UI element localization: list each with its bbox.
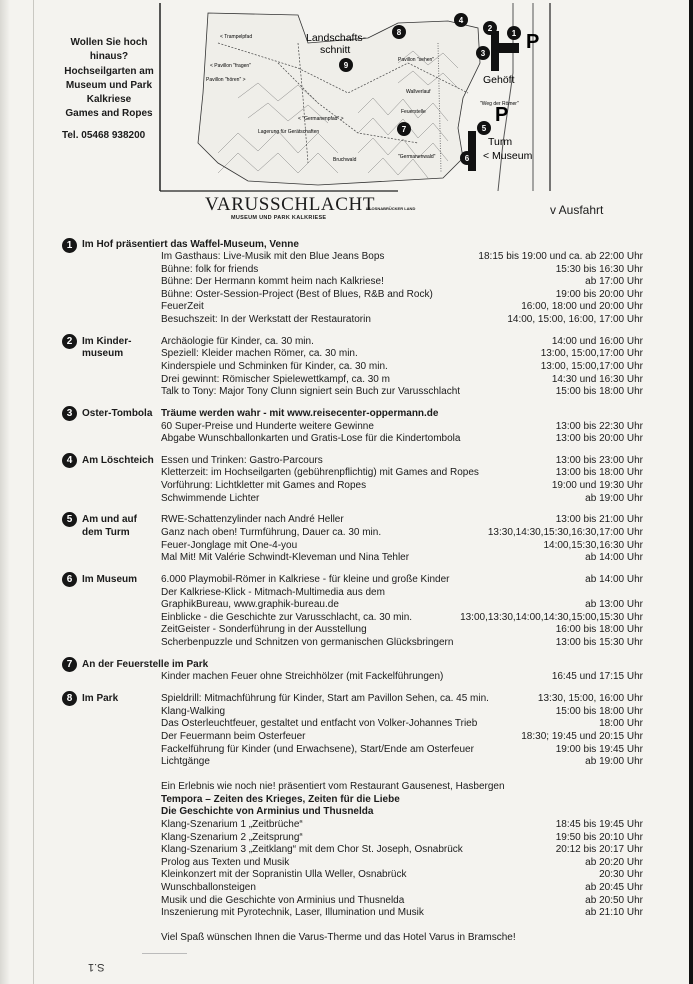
section-heading-cont: dem Turm <box>82 527 130 539</box>
program-section-6 <box>0 574 693 650</box>
program-title: Prolog aus Texten und Musik <box>161 856 290 868</box>
program-row <box>161 374 643 387</box>
program-row <box>161 731 643 744</box>
svg-text:2: 2 <box>487 24 493 33</box>
program-time: 18:30; 19:45 und 20:15 Uhr <box>521 730 643 742</box>
program-time: 16:00, 18:00 und 20:00 Uhr <box>521 301 643 313</box>
program-list <box>0 234 693 954</box>
program-title: 6.000 Playmobil-Römer in Kalkriese - für kleine und große Kinder <box>161 574 450 585</box>
program-title: Einblicke - die Geschichte zur Varusschlacht, ca. 30 min. <box>161 611 413 623</box>
program-time: 13:00 bis 21:00 Uhr <box>555 514 643 526</box>
program-time: 14:00, 15:00, 16:00, 17:00 Uhr <box>507 313 643 325</box>
program-title: Wunschballonsteigen <box>161 882 256 894</box>
program-time: 19:00 und 19:30 Uhr <box>551 480 643 492</box>
parking-sign-icon: P <box>526 31 540 53</box>
program-title: Feuer-Jonglage mit One-4-you <box>161 539 298 551</box>
svg-text:3: 3 <box>480 49 486 58</box>
program-title: Essen und Trinken: Gastro-Parcours <box>161 454 323 466</box>
closing-line <box>161 932 643 945</box>
number-badge-icon: 1 <box>62 238 77 253</box>
section-heading: Im Kinder- <box>82 335 132 347</box>
program-title: Im Gasthaus: Live-Musik mit den Blue Jeans Bops <box>161 251 385 262</box>
number-badge-icon: 5 <box>62 512 77 527</box>
map-label-lagerung: Lagerung für Gerätschaften <box>258 129 320 135</box>
program-time: 19:00 bis 19:45 Uhr <box>555 743 643 755</box>
page-number: S.1 <box>88 961 105 973</box>
program-row <box>161 756 643 769</box>
program-title: Archäologie für Kinder, ca. 30 min. <box>161 335 314 347</box>
program-row <box>161 587 643 600</box>
map-label-germanenwald: "Germanenwald" <box>398 154 436 160</box>
footer-divider <box>142 953 187 954</box>
promo-line: Museum und Park <box>65 79 153 91</box>
map-label-landschaft-2: schnitt <box>320 44 351 56</box>
program-rows <box>161 693 643 945</box>
program-section-3 <box>0 408 693 446</box>
program-row <box>161 706 643 719</box>
map-label-wallverlauf: Wallverlauf <box>406 89 431 95</box>
program-title: Mal Mit! Mit Valérie Schwindt-Kleveman und Nina Tehler <box>161 552 410 564</box>
section-heading: An der Feuerstelle im Park <box>82 658 209 670</box>
map-marker-3 <box>476 46 490 60</box>
program-time: 13:00, 15:00,17:00 Uhr <box>540 360 643 372</box>
program-row <box>161 794 643 807</box>
program-time: 13:00 bis 18:00 Uhr <box>555 467 643 479</box>
promo-line: Games and Ropes <box>65 108 153 120</box>
program-row <box>161 386 643 399</box>
program-time: 18:15 bis 19:00 und ca. ab 22:00 Uhr <box>478 251 643 262</box>
program-title: Musik und die Geschichte von Arminius und Thusnelda <box>161 894 405 906</box>
number-badge-icon: 4 <box>62 453 77 468</box>
exit-label: v Ausfahrt <box>550 203 604 217</box>
program-row <box>161 264 643 277</box>
section-heading: Im Museum <box>82 574 138 585</box>
parking-sign-icon: P <box>495 104 509 126</box>
program-title: FeuerZeit <box>161 301 204 313</box>
map-marker-6 <box>460 151 474 165</box>
program-title: Klang-Szenarium 1 „Zeitbrüche“ <box>161 819 303 831</box>
map-label-gehoeft: Gehöft <box>483 74 515 86</box>
map-label-pavillon-sehen: Pavillon "sehen" <box>398 57 435 63</box>
map-marker-2 <box>483 21 497 35</box>
program-time: 14:00 und 16:00 Uhr <box>551 335 643 347</box>
program-title: Kinderspiele und Schminken für Kinder, ca. 30 min. <box>161 360 388 372</box>
program-time: ab 20:45 Uhr <box>585 882 643 894</box>
program-rows <box>161 336 643 399</box>
program-row <box>161 844 643 857</box>
program-row <box>161 832 643 845</box>
program-row <box>161 744 643 757</box>
program-title: RWE-Schattenzylinder nach André Heller <box>161 514 344 526</box>
program-title: Besuchszeit: In der Werkstatt der Restauratorin <box>161 313 371 325</box>
program-time: 13:30, 15:00, 16:00 Uhr <box>537 693 643 705</box>
program-title: Drei gewinnt: Römischer Spielewettkampf, ca. 30 m <box>161 373 390 385</box>
program-row <box>161 467 643 480</box>
program-time: 13:00,13:30,14:00,14:30,15:00,15:30 Uhr <box>460 611 643 623</box>
program-time: 13:00 bis 20:00 Uhr <box>555 433 643 445</box>
map-label-bruchwald: Bruchwald <box>333 157 357 163</box>
map-marker-4 <box>454 13 468 27</box>
program-title: Ein Erlebnis wie noch nie! präsentiert vom Restaurant Gausenest, Hasbergen <box>161 781 505 793</box>
program-rows <box>161 408 643 446</box>
program-title: Kletterzeit: im Hochseilgarten (gebührenpflichtig) mit Games and Ropes <box>161 467 479 479</box>
program-title: Speziell: Kleider machen Römer, ca. 30 min. <box>161 348 358 360</box>
program-title: Abgabe Wunschballonkarten und Gratis-Lose für die Kindertombola <box>161 433 461 445</box>
program-title: Kleinkonzert mit der Sopranistin Ulla Weller, Osnabrück <box>161 869 407 881</box>
map-marker-5 <box>477 121 491 135</box>
park-map-drawing <box>158 3 553 193</box>
program-title: Träume werden wahr - mit www.reisecenter-oppermann.de <box>161 407 439 419</box>
program-row <box>161 251 643 264</box>
program-row <box>161 433 643 446</box>
program-title: Vorführung: Lichtkletter mit Games and Ropes <box>161 480 367 492</box>
program-title: GraphikBureau, www.graphik-bureau.de <box>161 599 339 611</box>
park-map <box>158 3 553 193</box>
program-time: 13:00, 15:00,17:00 Uhr <box>540 348 643 360</box>
program-title: Viel Spaß wünschen Ihnen die Varus-Therme und das Hotel Varus in Bramsche! <box>161 932 516 944</box>
section-heading: Am und auf <box>82 514 137 526</box>
promo-phone: Tel. 05468 938200 <box>62 130 146 141</box>
row-spacer <box>161 769 643 782</box>
program-title: Bühne: folk for friends <box>161 263 259 275</box>
map-marker-8 <box>392 25 406 39</box>
program-row <box>161 907 643 920</box>
number-badge-icon: 8 <box>62 691 77 706</box>
program-time: 14:00,15:30,16:30 Uhr <box>543 539 643 551</box>
program-title: Fackelführung für Kinder (und Erwachsene), Start/Ende am Osterfeuer <box>161 743 474 755</box>
program-title: Talk to Tony: Major Tony Clunn signiert sein Buch zur Varusschlacht <box>161 386 461 398</box>
map-label-feuerstelle: Feuerstelle <box>401 109 426 115</box>
program-title: Der Feuermann beim Osterfeuer <box>161 730 306 742</box>
program-row <box>161 599 643 612</box>
program-row <box>161 574 643 587</box>
program-row <box>161 612 643 625</box>
program-time: 13:00 bis 15:30 Uhr <box>555 636 643 648</box>
program-row <box>161 540 643 553</box>
program-rows <box>161 514 643 564</box>
program-title: 60 Super-Preise und Hunderte weitere Gewinne <box>161 420 374 432</box>
program-time: 13:30,14:30,15:30,16:30,17:00 Uhr <box>487 527 643 539</box>
program-row <box>161 289 643 302</box>
logo-title: VARUSSCHLACHT <box>205 194 376 215</box>
program-row <box>161 514 643 527</box>
map-marker-9 <box>339 58 353 72</box>
program-row <box>161 895 643 908</box>
svg-text:1: 1 <box>511 29 517 38</box>
program-row <box>161 718 643 731</box>
program-time: 19:50 bis 20:10 Uhr <box>555 831 643 843</box>
program-section-7 <box>0 659 693 684</box>
program-title: Kinder machen Feuer ohne Streichhölzer (mit Fackelführungen) <box>161 671 444 683</box>
program-row <box>161 693 643 706</box>
promo-line: Wollen Sie hoch <box>70 37 148 48</box>
program-time: 13:00 bis 23:00 Uhr <box>555 454 643 466</box>
program-section-4 <box>0 455 693 505</box>
map-label-museum: < Museum <box>483 150 533 162</box>
promo-block <box>54 36 164 122</box>
map-label-turm: Turm <box>488 136 513 148</box>
program-title: Ganz nach oben! Turmführung, Dauer ca. 30 min. <box>161 527 382 539</box>
program-title: Das Osterleuchtfeuer, gestaltet und entfacht von Volker-Johannes Trieb <box>161 718 478 730</box>
svg-text:7: 7 <box>401 125 407 134</box>
svg-text:5: 5 <box>481 124 487 133</box>
program-title: Klang-Szenarium 3 „Zeitklang“ mit dem Chor St. Joseph, Osnabrück <box>161 844 463 856</box>
program-row <box>161 348 643 361</box>
program-row <box>161 637 643 650</box>
promo-line: hinaus? <box>89 51 129 63</box>
program-rows <box>161 659 643 684</box>
program-title: Schwimmende Lichter <box>161 492 260 504</box>
program-time: 20:30 Uhr <box>599 869 643 881</box>
number-badge-icon: 2 <box>62 334 77 349</box>
map-label-trampelpfad: < Trampelpfad <box>220 34 253 40</box>
map-marker-7 <box>397 122 411 136</box>
program-title: Lichtgänge <box>161 756 210 768</box>
svg-text:9: 9 <box>343 61 349 70</box>
program-title: ZeitGeister - Sonderführung in der Ausstellung <box>161 624 367 636</box>
program-time: 15:00 bis 18:00 Uhr <box>555 705 643 717</box>
program-title: Bühne: Oster-Session-Project (Best of Blues, R&B and Rock) <box>161 288 433 300</box>
program-title: Der Kalkriese-Klick - Mitmach-Multimedia aus dem <box>161 586 385 598</box>
map-label-pavillon-fragen: < Pavillon "fragen" <box>210 63 251 69</box>
program-time: ab 13:00 Uhr <box>585 599 643 611</box>
program-time: 16:45 und 17:15 Uhr <box>551 671 643 683</box>
program-rows <box>161 574 643 650</box>
promo-line: Hochseilgarten am <box>64 65 154 77</box>
program-title: Klang-Walking <box>161 705 226 717</box>
program-row <box>161 671 643 684</box>
section-heading-cont: museum <box>82 348 124 360</box>
map-label-landschaft-1: Landschafts- <box>306 32 367 44</box>
program-row <box>161 314 643 327</box>
program-time: ab 20:20 Uhr <box>585 856 643 868</box>
program-time: 18:00 Uhr <box>599 718 643 730</box>
number-badge-icon: 6 <box>62 572 77 587</box>
section-heading: Am Löschteich <box>82 454 154 466</box>
program-row <box>161 624 643 637</box>
program-time: 16:00 bis 18:00 Uhr <box>555 624 643 636</box>
program-section-1 <box>0 234 693 327</box>
program-section-5 <box>0 514 693 564</box>
program-row <box>161 552 643 565</box>
program-row <box>161 857 643 870</box>
program-time: ab 14:00 Uhr <box>585 574 643 585</box>
map-label-pavillon-hoeren: Pavillon "hören" > <box>206 77 246 83</box>
program-time: ab 19:00 Uhr <box>585 756 643 768</box>
program-title: Scherbenpuzzle und Schnitzen von germanischen Glücksbringern <box>161 636 454 648</box>
svg-text:8: 8 <box>396 28 402 37</box>
program-time: 14:30 und 16:30 Uhr <box>551 373 643 385</box>
program-time: 20:12 bis 20:17 Uhr <box>555 844 643 856</box>
program-row <box>161 527 643 540</box>
program-row <box>161 806 643 819</box>
program-section-8 <box>0 693 693 945</box>
program-time: ab 21:10 Uhr <box>585 907 643 919</box>
program-row <box>161 869 643 882</box>
section-heading: Im Hof präsentiert das Waffel-Museum, Venne <box>82 239 299 250</box>
program-title: Klang-Szenarium 2 „Zeitsprung“ <box>161 831 303 843</box>
logo-subtitle: MUSEUM UND PARK KALKRIESE <box>231 215 327 221</box>
program-row <box>161 819 643 832</box>
program-row <box>161 361 643 374</box>
program-title: Die Geschichte von Arminius und Thusnelda <box>161 806 374 818</box>
program-time: 19:00 bis 20:00 Uhr <box>555 288 643 300</box>
program-time: 15:30 bis 16:30 Uhr <box>555 263 643 275</box>
map-label-germanenpfad: < "Germanenpfad" > <box>298 116 344 122</box>
program-row <box>161 301 643 314</box>
program-section-2 <box>0 336 693 399</box>
program-row <box>161 781 643 794</box>
number-badge-icon: 7 <box>62 657 77 672</box>
program-title: Spieldrill: Mitmachführung für Kinder, Start am Pavillon Sehen, ca. 45 min. <box>161 693 489 705</box>
program-row <box>161 480 643 493</box>
program-title: Tempora – Zeiten des Krieges, Zeiten für die Liebe <box>161 793 400 805</box>
program-time: ab 14:00 Uhr <box>585 552 643 564</box>
program-time: 13:00 bis 22:30 Uhr <box>555 420 643 432</box>
sponsor-line <box>161 408 643 421</box>
program-title: Inszenierung mit Pyrotechnik, Laser, Illumination und Musik <box>161 907 424 919</box>
section-heading: Oster-Tombola <box>82 407 153 419</box>
number-badge-icon: 3 <box>62 406 77 421</box>
program-row <box>161 336 643 349</box>
program-row <box>161 882 643 895</box>
program-time: ab 19:00 Uhr <box>585 492 643 504</box>
program-rows <box>161 455 643 505</box>
program-row <box>161 493 643 506</box>
program-row <box>161 276 643 289</box>
program-time: ab 20:50 Uhr <box>585 894 643 906</box>
map-marker-1 <box>507 26 521 40</box>
program-time: 15:00 bis 18:00 Uhr <box>555 386 643 398</box>
map-label-weg-der-roemer: "Weg der Römer" <box>480 101 519 107</box>
section-heading: Im Park <box>82 693 119 705</box>
program-time: 18:45 bis 19:45 Uhr <box>555 819 643 831</box>
promo-line: Kalkriese <box>86 94 132 106</box>
logo-tag: IM OSNABRÜCKER LAND <box>366 206 416 211</box>
program-row <box>161 455 643 468</box>
svg-text:4: 4 <box>458 16 464 25</box>
svg-text:6: 6 <box>464 154 470 163</box>
program-row <box>161 421 643 434</box>
program-title: Bühne: Der Hermann kommt heim nach Kalkriese! <box>161 276 384 288</box>
program-time: ab 17:00 Uhr <box>585 276 643 288</box>
row-spacer <box>161 920 643 933</box>
